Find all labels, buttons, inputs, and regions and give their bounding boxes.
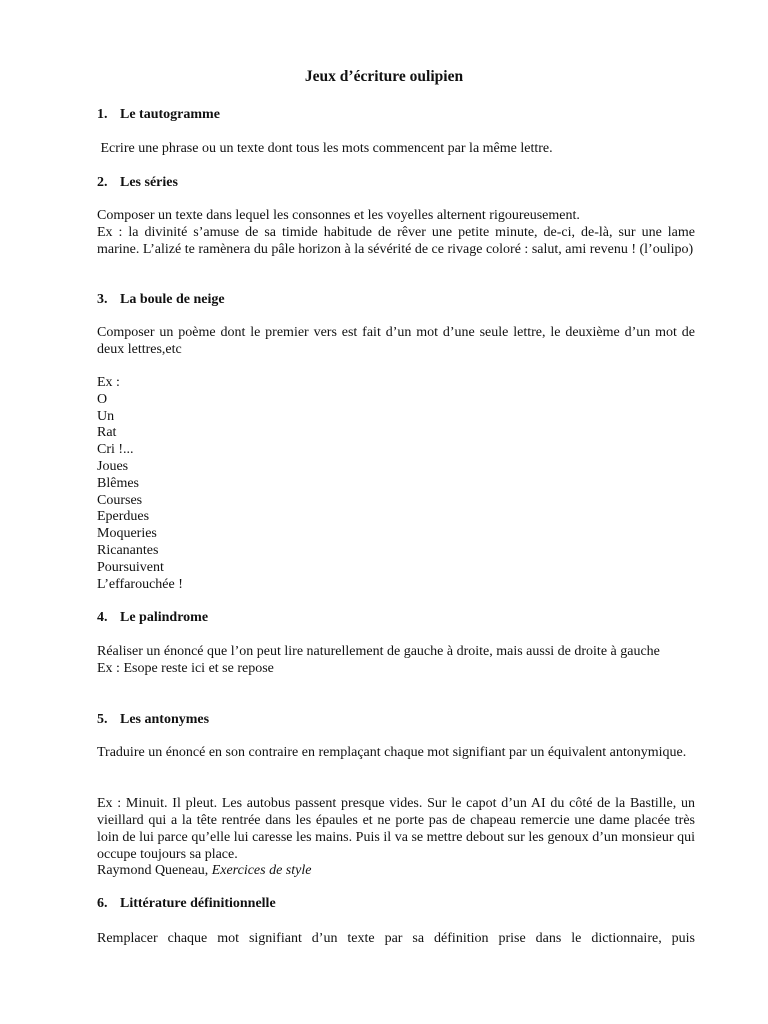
- poem-line: Joues: [97, 458, 129, 474]
- citation: [97, 862, 695, 879]
- section-title: La boule de neige: [120, 292, 225, 307]
- poem-line: Courses: [97, 492, 143, 508]
- citation-work: Exercices de style: [211, 863, 312, 878]
- poem-line: Un: [97, 408, 115, 424]
- poem-line: Blêmes: [97, 475, 139, 491]
- poem-line: Ex :: [97, 375, 120, 390]
- section-5-heading: [97, 711, 209, 728]
- section-number: 1.: [97, 107, 108, 122]
- section-4-heading: [97, 609, 208, 626]
- section-number: 5.: [97, 712, 108, 727]
- section-2-heading: [97, 174, 178, 191]
- section-title: Littérature définitionnelle: [120, 896, 276, 911]
- poem-line: Cri !...: [97, 442, 134, 458]
- page-title: Jeux d’écriture oulipien: [304, 68, 464, 85]
- section-5-text: Traduire un énoncé en son contraire en remplaçant chaque mot signifiant par un équivalent antonymique.: [97, 745, 687, 760]
- poem-line: Poursuivent: [97, 559, 164, 575]
- citation-author: Raymond Queneau,: [97, 863, 212, 878]
- snowball-poem: [97, 375, 183, 593]
- poem-line: Eperdues: [97, 509, 150, 525]
- section-title: Les séries: [120, 175, 178, 190]
- section-number: 3.: [97, 292, 108, 307]
- section-4-text: [97, 643, 695, 677]
- example-text: Ex : la divinité s’amuse de sa timide habitude de rêver une petite minute, de-ci, de-là, sur une lame marine. L’alizé te ramènera du pâle horizon à la sévérité de ce rivage coloré : salut, ami revenu ! (l’oulipo): [97, 225, 695, 257]
- section-number: 2.: [97, 175, 108, 190]
- section-title: Les antonymes: [120, 712, 210, 727]
- poem-line: Moqueries: [97, 526, 157, 542]
- section-3-heading: [97, 291, 225, 308]
- section-1-text: Ecrire une phrase ou un texte dont tous les mots commencent par la même lettre.: [97, 141, 553, 156]
- section-5-example: Ex : Minuit. Il pleut. Les autobus passent presque vides. Sur le capot d’un AI du côté de la Bastille, un vieillard qui a la tête rentrée dans les épaules et ne porte pas de chapeau remercie une dame placée très loin de lui parce qu’elle lui caresse les mains. Puis il va se mettre debout sur les genoux d’un monsieur qui occupe toujours sa place.: [97, 796, 695, 862]
- section-3-text: Composer un poème dont le premier vers est fait d’un mot d’une seule lettre, le deuxième d’un mot de deux lettres,etc: [97, 325, 695, 357]
- section-title: Le tautogramme: [120, 107, 220, 122]
- paragraph-line: Réaliser un énoncé que l’on peut lire naturellement de gauche à droite, mais aussi de droite à gauche: [97, 644, 660, 659]
- paragraph-line: Composer un texte dans lequel les consonnes et les voyelles alternent rigoureusement.: [97, 208, 580, 223]
- section-1-heading: [97, 106, 220, 123]
- section-6-heading: [97, 895, 276, 912]
- poem-line: O: [97, 391, 108, 407]
- poem-line: Ricanantes: [97, 542, 159, 558]
- poem-line: L’effarouchée !: [97, 576, 183, 592]
- section-number: 6.: [97, 896, 108, 911]
- section-title: Le palindrome: [120, 610, 209, 625]
- section-number: 4.: [97, 610, 108, 625]
- example-text: Ex : Esope reste ici et se repose: [97, 661, 274, 676]
- section-6-text: Remplacer chaque mot signifiant d’un texte par sa définition prise dans le dictionnaire, puis: [97, 931, 695, 946]
- poem-line: Rat: [97, 425, 117, 441]
- section-2-text: [97, 207, 695, 258]
